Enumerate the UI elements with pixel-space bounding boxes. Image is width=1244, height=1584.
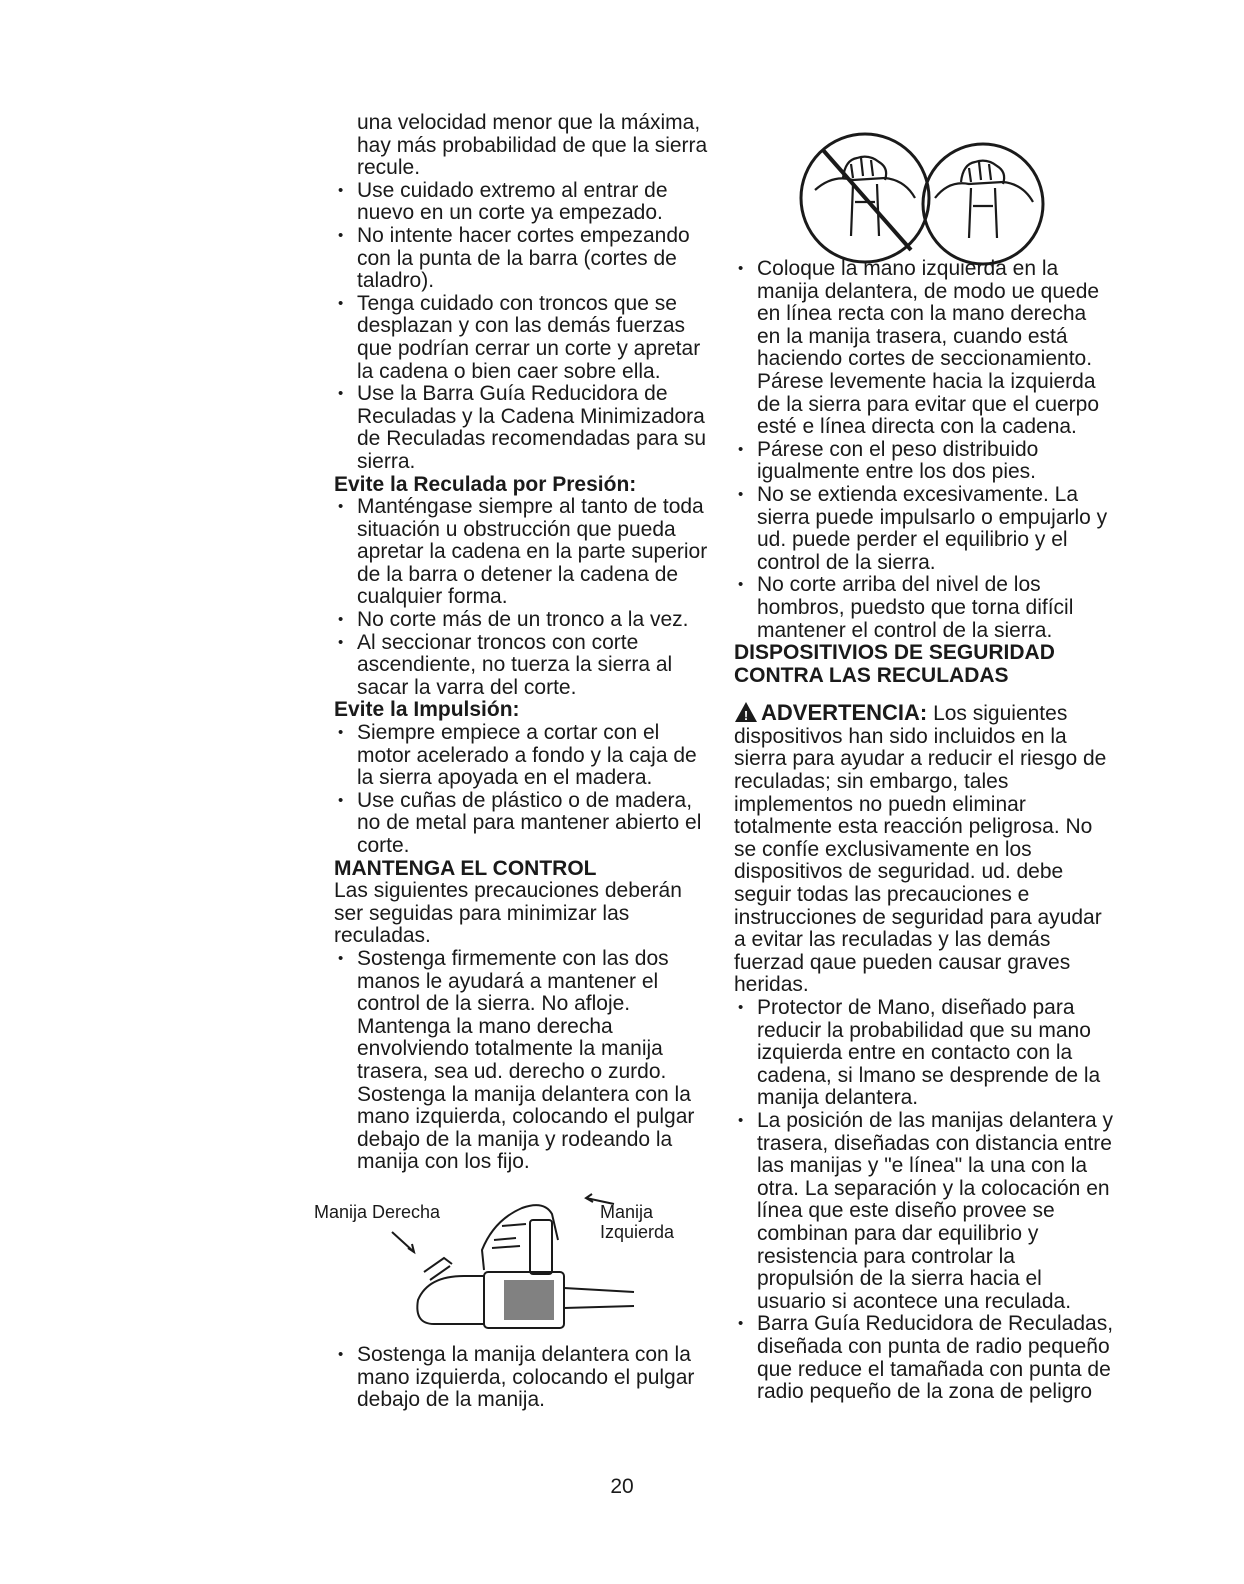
- list-item: • Sostenga firmemente con las dos manos le ayudará a mantener el control de la sierra. No afloje. Mantenga la mano derecha envolviendo totalmente la manija trasera, sea ud. derecho o zurdo. Sostenga la manija delantera con la mano izquierda, colocando el pulgar debajo de la manija y rodeando la manija con los fijo.: [334, 948, 714, 1174]
- list-item: • No corte más de un tronco a la vez.: [334, 609, 714, 632]
- list-item: • No intente hacer cortes empezando con la punta de la barra (cortes de taladro).: [334, 225, 714, 293]
- bullet-list-4: [334, 948, 714, 1174]
- label-left-handle-line2: Izquierda: [600, 1221, 675, 1242]
- label-right-handle: Manija Derecha: [314, 1201, 441, 1222]
- bullet-list-1: [334, 180, 714, 474]
- bullet-list-right-2: [734, 997, 1114, 1404]
- list-item: • Sostenga la manija delantera con la mano izquierda, colocando el pulgar debajo de la manija.: [334, 1344, 714, 1412]
- label-left-handle-line1: Manija: [600, 1201, 654, 1222]
- heading-keep-control: MANTENGA EL CONTROL: [334, 856, 597, 880]
- heading-safety-devices-line1: DISPOSITIVIOS DE SEGURIDAD: [734, 641, 1055, 665]
- right-column: [734, 258, 1114, 1404]
- list-item: • No corte arriba del nivel de los hombros, puedsto que torna difícil mantener el control de la sierra.: [734, 574, 1114, 642]
- list-item: • No se extienda excesivamente. La sierra puede impulsarlo o empujarlo y ud. puede perder el equilibrio y el control de la sierra.: [734, 484, 1114, 574]
- chainsaw-handles-illustration: [314, 1180, 714, 1340]
- bullet-list-2: [334, 496, 714, 699]
- heading-impulse: Evite la Impulsión:: [334, 698, 520, 722]
- list-item: • Tenga cuidado con troncos que se desplazan y con las demás fuerzas que podrían cerrar un corte y apretar la cadena o bien caer sobre ella.: [334, 293, 714, 383]
- list-item: • Use cuñas de plástico o de madera, no de metal para mantener abierto el corte.: [334, 790, 714, 858]
- correct-grip-hand-icon: [935, 161, 1033, 238]
- list-item: • Al seccionar troncos con corte ascendiente, no tuerza la sierra al sacar la varra del corte.: [334, 632, 714, 700]
- heading-safety-devices-line2: CONTRA LAS RECULADAS: [734, 663, 1009, 687]
- intro-text: una velocidad menor que la máxima, hay más probabilidad de que la sierra recule.: [357, 111, 708, 180]
- list-item: • Protector de Mano, diseñado para reducir la probabilidad que su mano izquierda entre en contacto con la cadena, si lmano se desprende de la manija delantera.: [734, 997, 1114, 1110]
- list-item: • Coloque la mano izquierda en la manija delantera, de modo ue quede en línea recta con la mano derecha en la manija trasera, cuando está haciendo cortes de seccionamiento. Párese levemente hacia la izquierda de la sierra para evitar que el cuerpo esté e línea directa con la cadena.: [734, 258, 1114, 439]
- warning-triangle-icon: [734, 701, 758, 723]
- bullet-list-3: [334, 722, 714, 858]
- list-item: • Barra Guía Reducidora de Reculadas, diseñada con punta de radio pequeño que reduce el tamañada con punta de radio pequeño de la zona de peligro: [734, 1313, 1114, 1403]
- svg-text:!: !: [743, 708, 749, 724]
- heading-pressure-kickback: Evite la Reculada por Presión:: [334, 472, 637, 496]
- bullet-list-right-1: [734, 258, 1114, 642]
- list-item: • Use la Barra Guía Reducidora de Reculadas y la Cadena Minimizadora de Reculadas recomendadas para su sierra.: [334, 383, 714, 473]
- list-item: • La posición de las manijas delantera y trasera, diseñadas con distancia entre las manijas y "e línea" la una con la otra. La separación y la colocación en línea que este diseño provee se combinan para dar equilibrio y resistencia para controlar la propulsión de la sierra hacia el usuario si acontece una reculada.: [734, 1110, 1114, 1313]
- control-paragraph: Las siguientes precauciones deberán ser seguidas para minimizar las reculadas.: [334, 879, 682, 948]
- warning-paragraph: [734, 701, 1114, 997]
- list-item: • Manténgase siempre al tanto de toda situación u obstrucción que pueda apretar la cadena en la parte superior de la barra o detener la cadena de cualquier forma.: [334, 496, 714, 609]
- left-column: [314, 111, 714, 1412]
- list-item: • Párese con el peso distribuido igualmente entre los dos pies.: [734, 439, 1114, 484]
- list-item: • Use cuidado extremo al entrar de nuevo en un corte ya empezado.: [334, 180, 714, 225]
- prohibited-slash-icon: [823, 150, 911, 250]
- bullet-list-5: [334, 1344, 714, 1412]
- list-item: • Siempre empiece a cortar con el motor acelerado a fondo y la caja de la sierra apoyada en el madera.: [334, 722, 714, 790]
- page-number: 20: [610, 1475, 634, 1498]
- warning-text: Los siguientes dispositivos han sido incluidos en la sierra para ayudar a reducir el riesgo de reculadas; sin embargo, tales implementos no puedn eliminar totalmente esta reacción peligrosa. No se confíe exclusivamente en los dispositivos de seguridad. ud. debe seguir todas las precauciones e instrucciones de seguridad para ayudar a evitar las reculadas y las demás fuerzad qaue pueden causar graves heridas.: [734, 702, 1107, 997]
- warning-label: ADVERTENCIA:: [761, 700, 928, 726]
